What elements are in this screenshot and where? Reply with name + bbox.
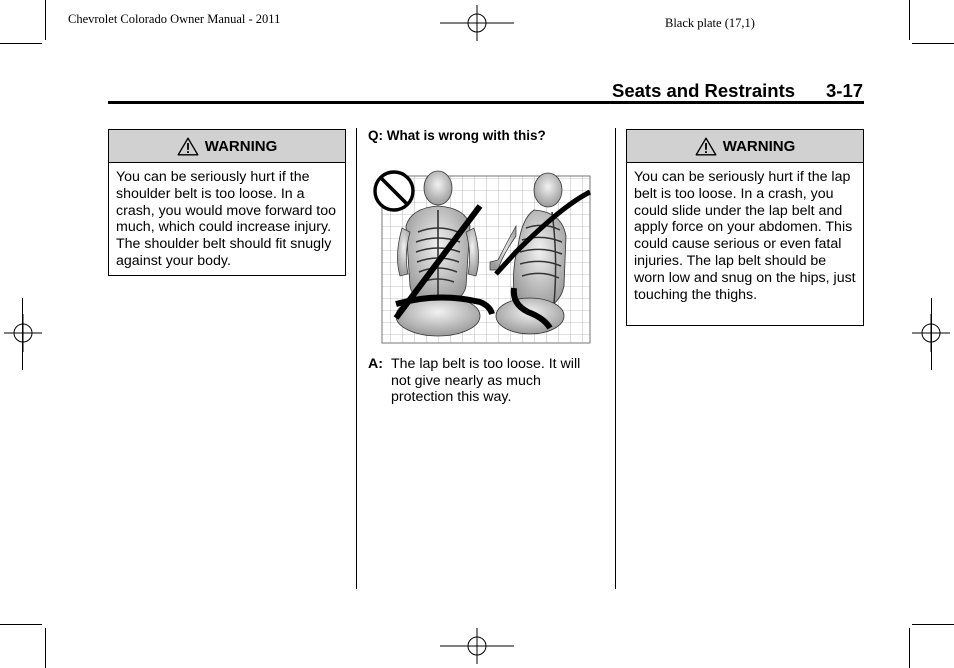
manual-title: Chevrolet Colorado Owner Manual - 2011 xyxy=(68,12,281,26)
answer-text: The lap belt is too loose. It will not give nearly as much protection this way. xyxy=(391,356,581,405)
registration-mark-left xyxy=(4,314,42,352)
header-rule xyxy=(108,101,864,104)
warning-box-left xyxy=(108,129,346,276)
column-divider-left xyxy=(356,128,357,589)
warning-header xyxy=(627,130,863,163)
no-symbol-icon xyxy=(375,172,413,210)
warning-text: You can be seriously hurt if the lap belt is too loose. In a crash, you could slide under the lap belt and apply force on your abdomen. This could cause serious or even fatal injuries. The lap belt should be worn low and snug on the hips, just touching the thighs. xyxy=(634,169,856,303)
registration-mark-right xyxy=(912,314,950,352)
question-text: Q: What is wrong with this? xyxy=(368,128,546,143)
column-divider-right xyxy=(615,128,616,589)
seat-belt-illustration xyxy=(366,166,592,346)
registration-mark-bottom xyxy=(440,628,514,664)
warning-label: WARNING xyxy=(722,137,796,155)
plate-label: Black plate (17,1) xyxy=(665,16,755,30)
section-title: Seats and Restraints xyxy=(612,80,796,101)
page-number: 3-17 xyxy=(826,80,864,101)
warning-triangle-icon xyxy=(177,137,199,156)
warning-box-right xyxy=(626,129,864,326)
answer xyxy=(368,356,600,406)
answer-label: A: xyxy=(368,356,383,372)
warning-label: WARNING xyxy=(204,137,278,155)
warning-header xyxy=(109,130,345,163)
registration-mark-top xyxy=(440,5,514,41)
warning-text: You can be seriously hurt if the shoulder belt is too loose. In a crash, you would move forward too much, which could increase injury. The shoulder belt should fit snugly against your body. xyxy=(116,169,337,269)
warning-triangle-icon xyxy=(695,137,717,156)
